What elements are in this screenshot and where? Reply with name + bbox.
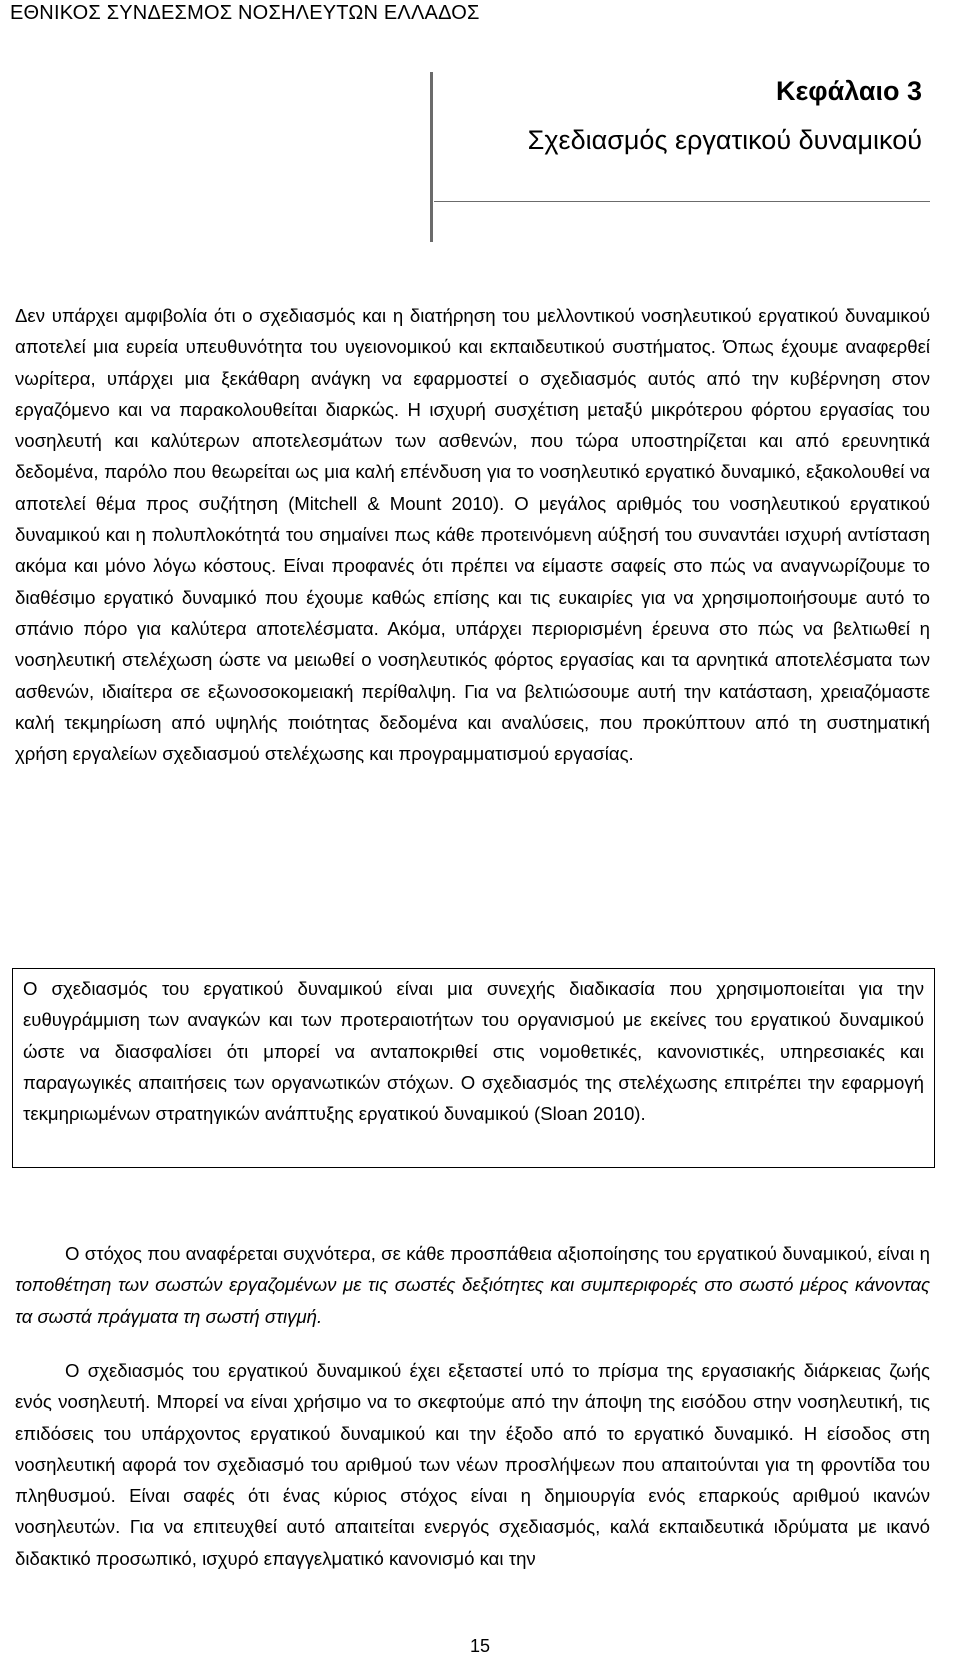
goal-paragraph-italic: τοποθέτηση των σωστών εργαζομένων με τις σωστές δεξιότητες και συμπεριφορές στο σωστό μέρος κάνοντας τα σωστά πράγματα τη σωστή στιγμή. [15,1274,930,1327]
intro-paragraph: Δεν υπάρχει αμφιβολία ότι ο σχεδιασμός και η διατήρηση του μελλοντικού νοσηλευτικού εργατικού δυναμικού αποτελεί μια ευρεία υπευθυνότητα του υγειονομικού και εκπαιδευτικού συστήματος. Όπως έχουμε αναφερθεί νωρίτερα, υπάρχει μια ξεκάθαρη ανάγκη να εφαρμοστεί ο σχεδιασμός αυτός από την κυβέρνηση στον εργαζόμενο και να παρακολουθείται διαρκώς. Η ισχυρή συσχέτιση μεταξύ μικρότερου φόρτου εργασίας του νοσηλευτή και καλύτερων αποτελεσμάτων των ασθενών, που τώρα υποστηρίζεται και από ερευνητικά δεδομένα, παρόλο που θεωρείται ως μια καλή επένδυση για το νοσηλευτικό εργατικό δυναμικό, εξακολουθεί να αποτελεί θέμα προς συζήτηση (Mitchell & Mount 2010). Ο μεγάλος αριθμός του νοσηλευτικού εργατικού δυναμικού και η πολυπλοκότητά του σημαίνει πως κάθε προτεινόμενη αύξησή του συναντάει ισχυρή αντίσταση ακόμα και μόνο λόγω κόστους. Είναι προφανές ότι πρέπει να είμαστε σαφείς στο πώς να αναγνωρίζουμε το διαθέσιμο εργατικό δυναμικό που έχουμε καθώς επίσης και τις ευκαιρίες για να χρησιμοποιήσουμε αυτό το σπάνιο πόρο για καλύτερα αποτελέσματα. Ακόμα, υπάρχει περιορισμένη έρευνα στο πώς να βελτιωθεί η νοσηλευτική στελέχωση ώστε να μειωθεί ο νοσηλευτικός φόρτος εργασίας και τα αρνητικά αποτελέσματα των ασθενών, ιδιαίτερα σε εξωνοσοκομειακή περίθαλψη. Για να βελτιώσουμε αυτή την κατάσταση, χρειαζόμαστε καλή τεκμηρίωση από υψηλής ποιότητας δεδομένα και αναλύσεις, που προκύπτουν από τη συστηματική χρήση εργαλείων σχεδιασμού στελέχωσης και προγραμματισμού εργασίας. [15,305,930,765]
definition-text: Ο σχεδιασμός του εργατικού δυναμικού είναι μια συνεχής διαδικασία που χρησιμοποιείται για την ευθυγράμμιση των αναγκών και των προτεραιοτήτων του οργανισμού με εκείνες του εργατικού δυναμικού ώστε να διασφαλίσει ότι μπορεί να ανταποκριθεί στις νομοθετικές, κανονιστικές, υπηρεσιακές και παραγωγικές απαιτήσεις των οργανωτικών στόχων. Ο σχεδιασμός της στελέχωσης επιτρέπει την εφαρμογή τεκμηριωμένων στρατηγικών ανάπτυξης εργατικού δυναμικού (Sloan 2010). [23,978,924,1125]
goal-paragraph [15,1238,930,1332]
organization-header: ΕΘΝΙΚΟΣ ΣΥΝΔΕΣΜΟΣ ΝΟΣΗΛΕΥΤΩΝ ΕΛΛΑΔΟΣ [10,2,480,24]
chapter-divider-horizontal [434,201,930,202]
definition-box [12,968,935,1168]
chapter-title: Σχεδιασμός εργατικού δυναμικού [527,125,922,155]
goal-paragraph-lead: Ο στόχος που αναφέρεται συχνότερα, σε κάθε προσπάθεια αξιοποίησης του εργατικού δυναμικού, είναι η [65,1243,930,1264]
lifecycle-paragraph: Ο σχεδιασμός του εργατικού δυναμικού έχει εξεταστεί υπό το πρίσμα της εργασιακής διάρκειας ζωής ενός νοσηλευτή. Μπορεί να είναι χρήσιμο να το σκεφτούμε από την άποψη της εισόδου στην νοσηλευτική, τις επιδόσεις του υπάρχοντος εργατικού δυναμικού και την έξοδο από το εργατικό δυναμικό. Η είσοδος στη νοσηλευτική αφορά τον σχεδιασμό του αριθμού των νέων προσλήψεων που απαιτούνται για τη φροντίδα του πληθυσμού. Είναι σαφές ότι ένας κύριος στόχος είναι η δημιουργία ενός επαρκούς αριθμού ικανών νοσηλευτών. Για να επιτευχθεί αυτό απαιτείται ενεργός σχεδιασμός, καλά εκπαιδευτικά ιδρύματα με ικανό διδακτικό προσωπικό, ισχυρό επαγγελματικό κανονισμό και την [15,1360,930,1569]
chapter-divider-vertical [430,72,433,242]
chapter-number: Κεφάλαιο 3 [775,76,922,106]
page-number: 15 [469,1636,491,1656]
